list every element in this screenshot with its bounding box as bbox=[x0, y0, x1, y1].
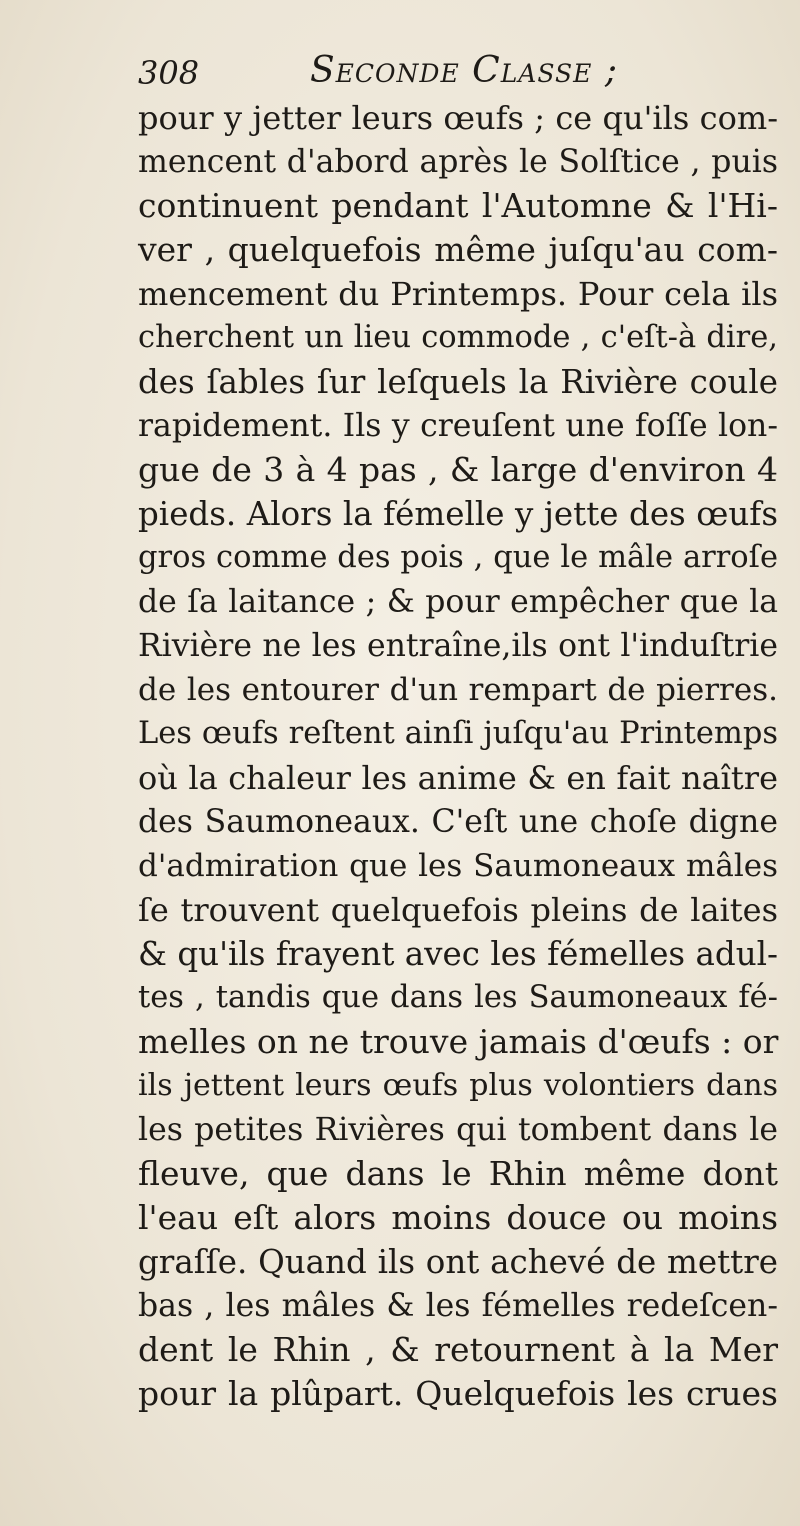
text-line: ver , quelquefois même juſqu'au com- bbox=[138, 230, 778, 269]
text-line: pour y jetter leurs œufs ; ce qu'ils com- bbox=[138, 99, 778, 137]
running-title: Seconde Classe ; bbox=[310, 50, 618, 91]
text-line: pour la plûpart. Quelquefois les crues bbox=[138, 1374, 778, 1413]
text-line: cherchent un lieu commode , c'eſt-à dire, bbox=[138, 320, 778, 355]
text-line: melles on ne trouve jamais d'œufs : or bbox=[138, 1022, 779, 1061]
text-line: bas , les mâles & les fémelles redeſcen- bbox=[138, 1288, 778, 1324]
text-line: l'eau eſt alors moins douce ou moins bbox=[138, 1198, 778, 1237]
text-line: les petites Rivières qui tombent dans le bbox=[138, 1112, 778, 1148]
text-line: tes , tandis que dans les Saumoneaux fé- bbox=[138, 980, 778, 1015]
text-line: continuent pendant l'Automne & l'Hi- bbox=[138, 186, 778, 225]
text-line: de ſa laitance ; & pour empêcher que la bbox=[138, 584, 778, 620]
text-line: mencement du Printemps. Pour cela ils bbox=[138, 275, 778, 313]
text-line: rapidement. Ils y creuſent une foſſe lon- bbox=[138, 408, 778, 444]
text-line: des ſables ſur leſquels la Rivière coule bbox=[138, 363, 778, 401]
text-line: ſe trouvent quelquefois pleins de laites bbox=[138, 891, 778, 929]
text-line: de les entourer d'un rempart de pierres. bbox=[138, 672, 778, 708]
text-line: mencent d'abord après le Solſtice , puis bbox=[138, 144, 778, 180]
text-line: d'admiration que les Saumoneaux mâles bbox=[138, 848, 778, 884]
text-line: gros comme des pois , que le mâle arroſe bbox=[138, 540, 778, 575]
body-text bbox=[138, 96, 778, 1416]
text-line: gue de 3 à 4 pas , & large d'environ 4 bbox=[138, 450, 778, 489]
text-line: des Saumoneaux. C'eſt une choſe digne bbox=[138, 804, 778, 840]
page-header bbox=[138, 50, 698, 100]
text-line: fleuve, que dans le Rhin même dont bbox=[138, 1154, 778, 1193]
text-line: Les œufs reſtent ainſi juſqu'au Printemps bbox=[138, 716, 778, 751]
page-number: 308 bbox=[138, 54, 200, 92]
text-line: où la chaleur les anime & en fait naître bbox=[138, 759, 778, 797]
text-line: pieds. Alors la fémelle y jette des œufs bbox=[138, 495, 778, 533]
text-line: & qu'ils frayent avec les fémelles adul- bbox=[138, 935, 778, 973]
text-line: ils jettent leurs œufs plus volontiers dans bbox=[138, 1068, 778, 1103]
text-line: Rivière ne les entraîne,ils ont l'induſtrie bbox=[138, 628, 778, 664]
text-line: dent le Rhin , & retournent à la Mer bbox=[138, 1330, 778, 1369]
text-line: graſſe. Quand ils ont achevé de mettre bbox=[138, 1243, 778, 1281]
